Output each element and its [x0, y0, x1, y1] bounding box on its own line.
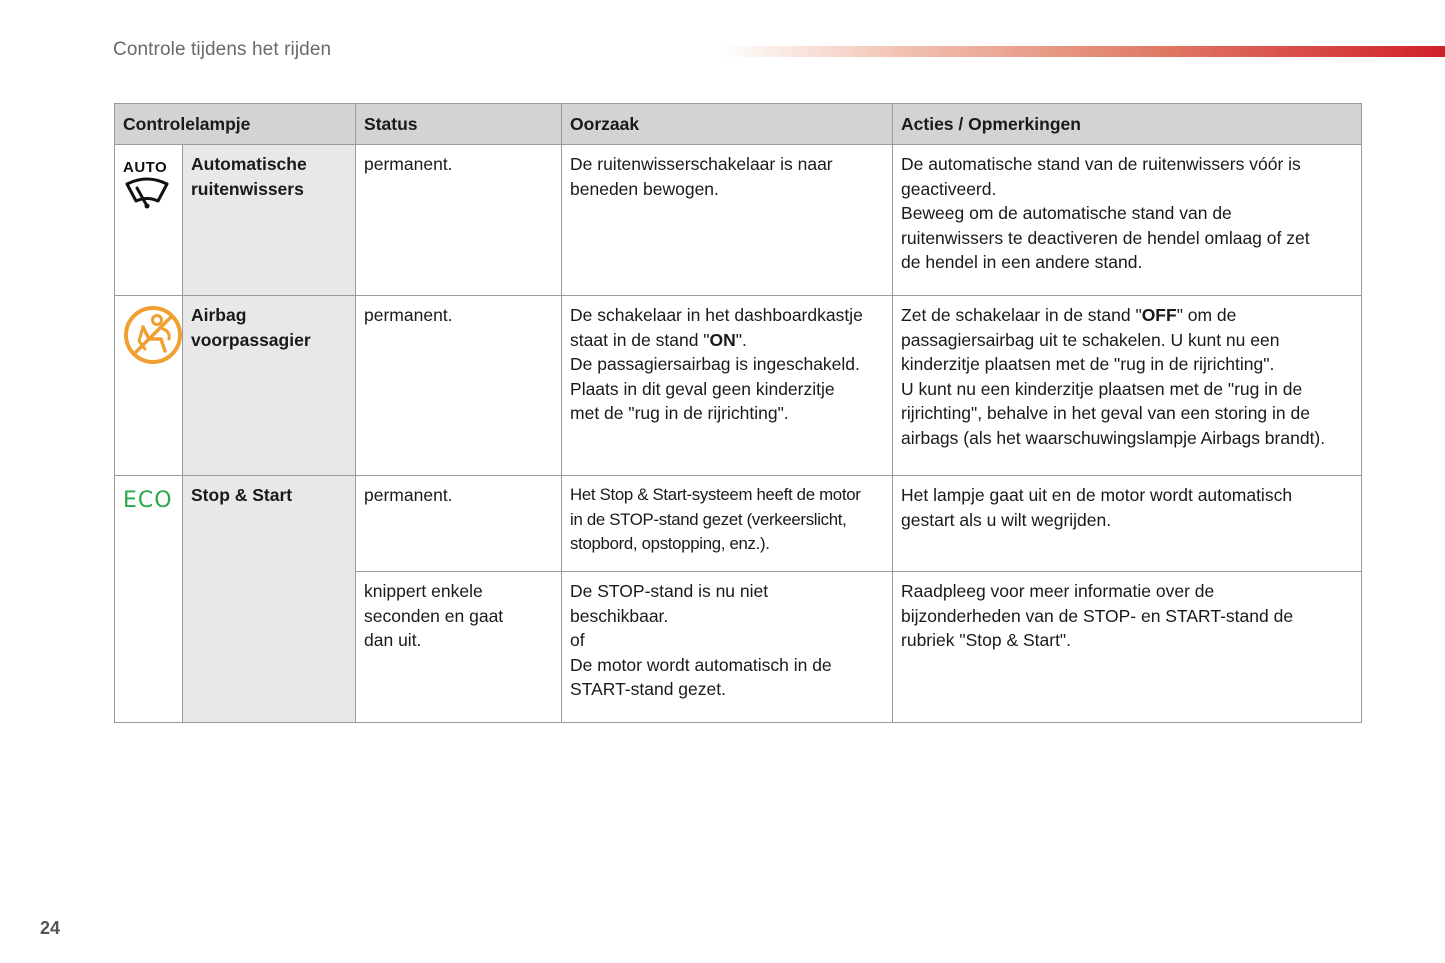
page-number: 24 — [40, 918, 61, 938]
action-text: Beweeg om de automatische stand van de — [901, 203, 1232, 223]
cause-text: stopbord, opstopping, enz.). — [570, 534, 770, 553]
action-text: airbags (als het waarschuwingslampje Airbags brandt). — [901, 427, 1326, 448]
lamp-name-cell — [183, 145, 356, 296]
cause-text: De schakelaar in het dashboardkastje — [570, 305, 863, 325]
status-text: permanent. — [364, 485, 453, 505]
action-text: De automatische stand van de ruitenwissers vóór is — [901, 154, 1301, 174]
cause-text: Het Stop & Start-systeem heeft de motor — [570, 485, 861, 504]
cause-cell — [562, 145, 893, 296]
cause-text: beschikbaar. — [570, 605, 669, 626]
table-row — [115, 145, 1362, 296]
action-text-part: Zet de schakelaar in de stand " — [901, 305, 1142, 325]
cause-text: De motor wordt automatisch in de — [570, 654, 832, 675]
auto-label: AUTO — [123, 159, 168, 176]
status-text: permanent. — [364, 305, 453, 325]
action-text: bijzonderheden van de STOP- en START-stand de — [901, 605, 1294, 626]
cause-cell — [562, 572, 893, 723]
action-text — [901, 303, 1353, 328]
cause-text-part: ". — [735, 329, 747, 350]
lamp-name-cell — [183, 296, 356, 476]
cause-text: De STOP-stand is nu niet — [570, 581, 769, 601]
column-header-cause: Oorzaak — [562, 104, 893, 145]
action-text: passagiersairbag uit te schakelen. U kunt nu een — [901, 329, 1280, 350]
cause-text: De ruitenwisserschakelaar is naar — [570, 154, 833, 174]
lamp-name-line: Automatische — [191, 154, 307, 174]
action-text: ruitenwissers te deactiveren de hendel omlaag of zet — [901, 227, 1310, 248]
column-header-lamp: Controlelampje — [115, 104, 356, 145]
status-cell — [356, 476, 562, 572]
cause-text: in de STOP-stand gezet (verkeerslicht, — [570, 509, 847, 529]
cause-text-bold: ON — [709, 329, 736, 350]
cause-text-part: staat in de stand " — [570, 329, 710, 350]
cause-text: START-stand gezet. — [570, 679, 726, 699]
lamp-icon-cell — [115, 476, 183, 723]
wiper-icon — [123, 176, 171, 210]
action-cell — [893, 572, 1362, 723]
cause-text — [570, 328, 884, 353]
lamp-name-line: Stop & Start — [191, 485, 293, 505]
table-row — [115, 476, 1362, 572]
status-cell — [356, 296, 562, 476]
action-cell — [893, 476, 1362, 572]
action-text-bold: OFF — [1141, 305, 1177, 325]
status-text: knippert enkele — [364, 581, 483, 601]
action-text: de hendel in een andere stand. — [901, 252, 1143, 272]
column-header-actions: Acties / Opmerkingen — [893, 104, 1362, 145]
cause-text: Plaats in dit geval geen kinderzitje — [570, 378, 835, 399]
action-text: kinderzitje plaatsen met de "rug in de rijrichting". — [901, 354, 1275, 374]
action-text: gestart als u wilt wegrijden. — [901, 509, 1112, 530]
section-title: Controle tijdens het rijden — [113, 39, 332, 60]
action-text: rubriek "Stop & Start". — [901, 630, 1072, 650]
cause-text: beneden bewogen. — [570, 178, 719, 199]
table-row — [115, 296, 1362, 476]
eco-icon: ECO — [123, 488, 173, 513]
warning-lamps-table — [114, 103, 1362, 723]
action-text: U kunt nu een kinderzitje plaatsen met de "rug in de — [901, 378, 1303, 399]
action-text-part: " om de — [1176, 305, 1237, 325]
cause-text: met de "rug in de rijrichting". — [570, 403, 789, 423]
action-text: geactiveerd. — [901, 178, 997, 199]
action-cell — [893, 145, 1362, 296]
table-header-row — [115, 104, 1362, 145]
action-text: Het lampje gaat uit en de motor wordt automatisch — [901, 485, 1293, 505]
cause-text: of — [570, 630, 585, 650]
status-cell — [356, 145, 562, 296]
airbag-off-icon — [123, 305, 183, 365]
status-text: seconden en gaat — [364, 605, 504, 626]
lamp-name-cell — [183, 476, 356, 723]
cause-cell — [562, 476, 893, 572]
action-cell — [893, 296, 1362, 476]
action-text: rijrichting", behalve in het geval van een storing in de — [901, 403, 1310, 423]
lamp-name-line: ruitenwissers — [191, 178, 304, 199]
action-text: Raadpleeg voor meer informatie over de — [901, 581, 1215, 601]
auto-wiper-icon — [123, 160, 175, 217]
header-accent-bar — [720, 46, 1445, 57]
lamp-icon-cell — [115, 145, 183, 296]
status-cell — [356, 572, 562, 723]
cause-text: De passagiersairbag is ingeschakeld. — [570, 354, 860, 374]
lamp-name-line: voorpassagier — [191, 329, 311, 350]
column-header-status: Status — [356, 104, 562, 145]
lamp-name-line: Airbag — [191, 305, 247, 325]
status-text: permanent. — [364, 154, 453, 174]
status-text: dan uit. — [364, 630, 422, 650]
lamp-icon-cell — [115, 296, 183, 476]
cause-cell — [562, 296, 893, 476]
